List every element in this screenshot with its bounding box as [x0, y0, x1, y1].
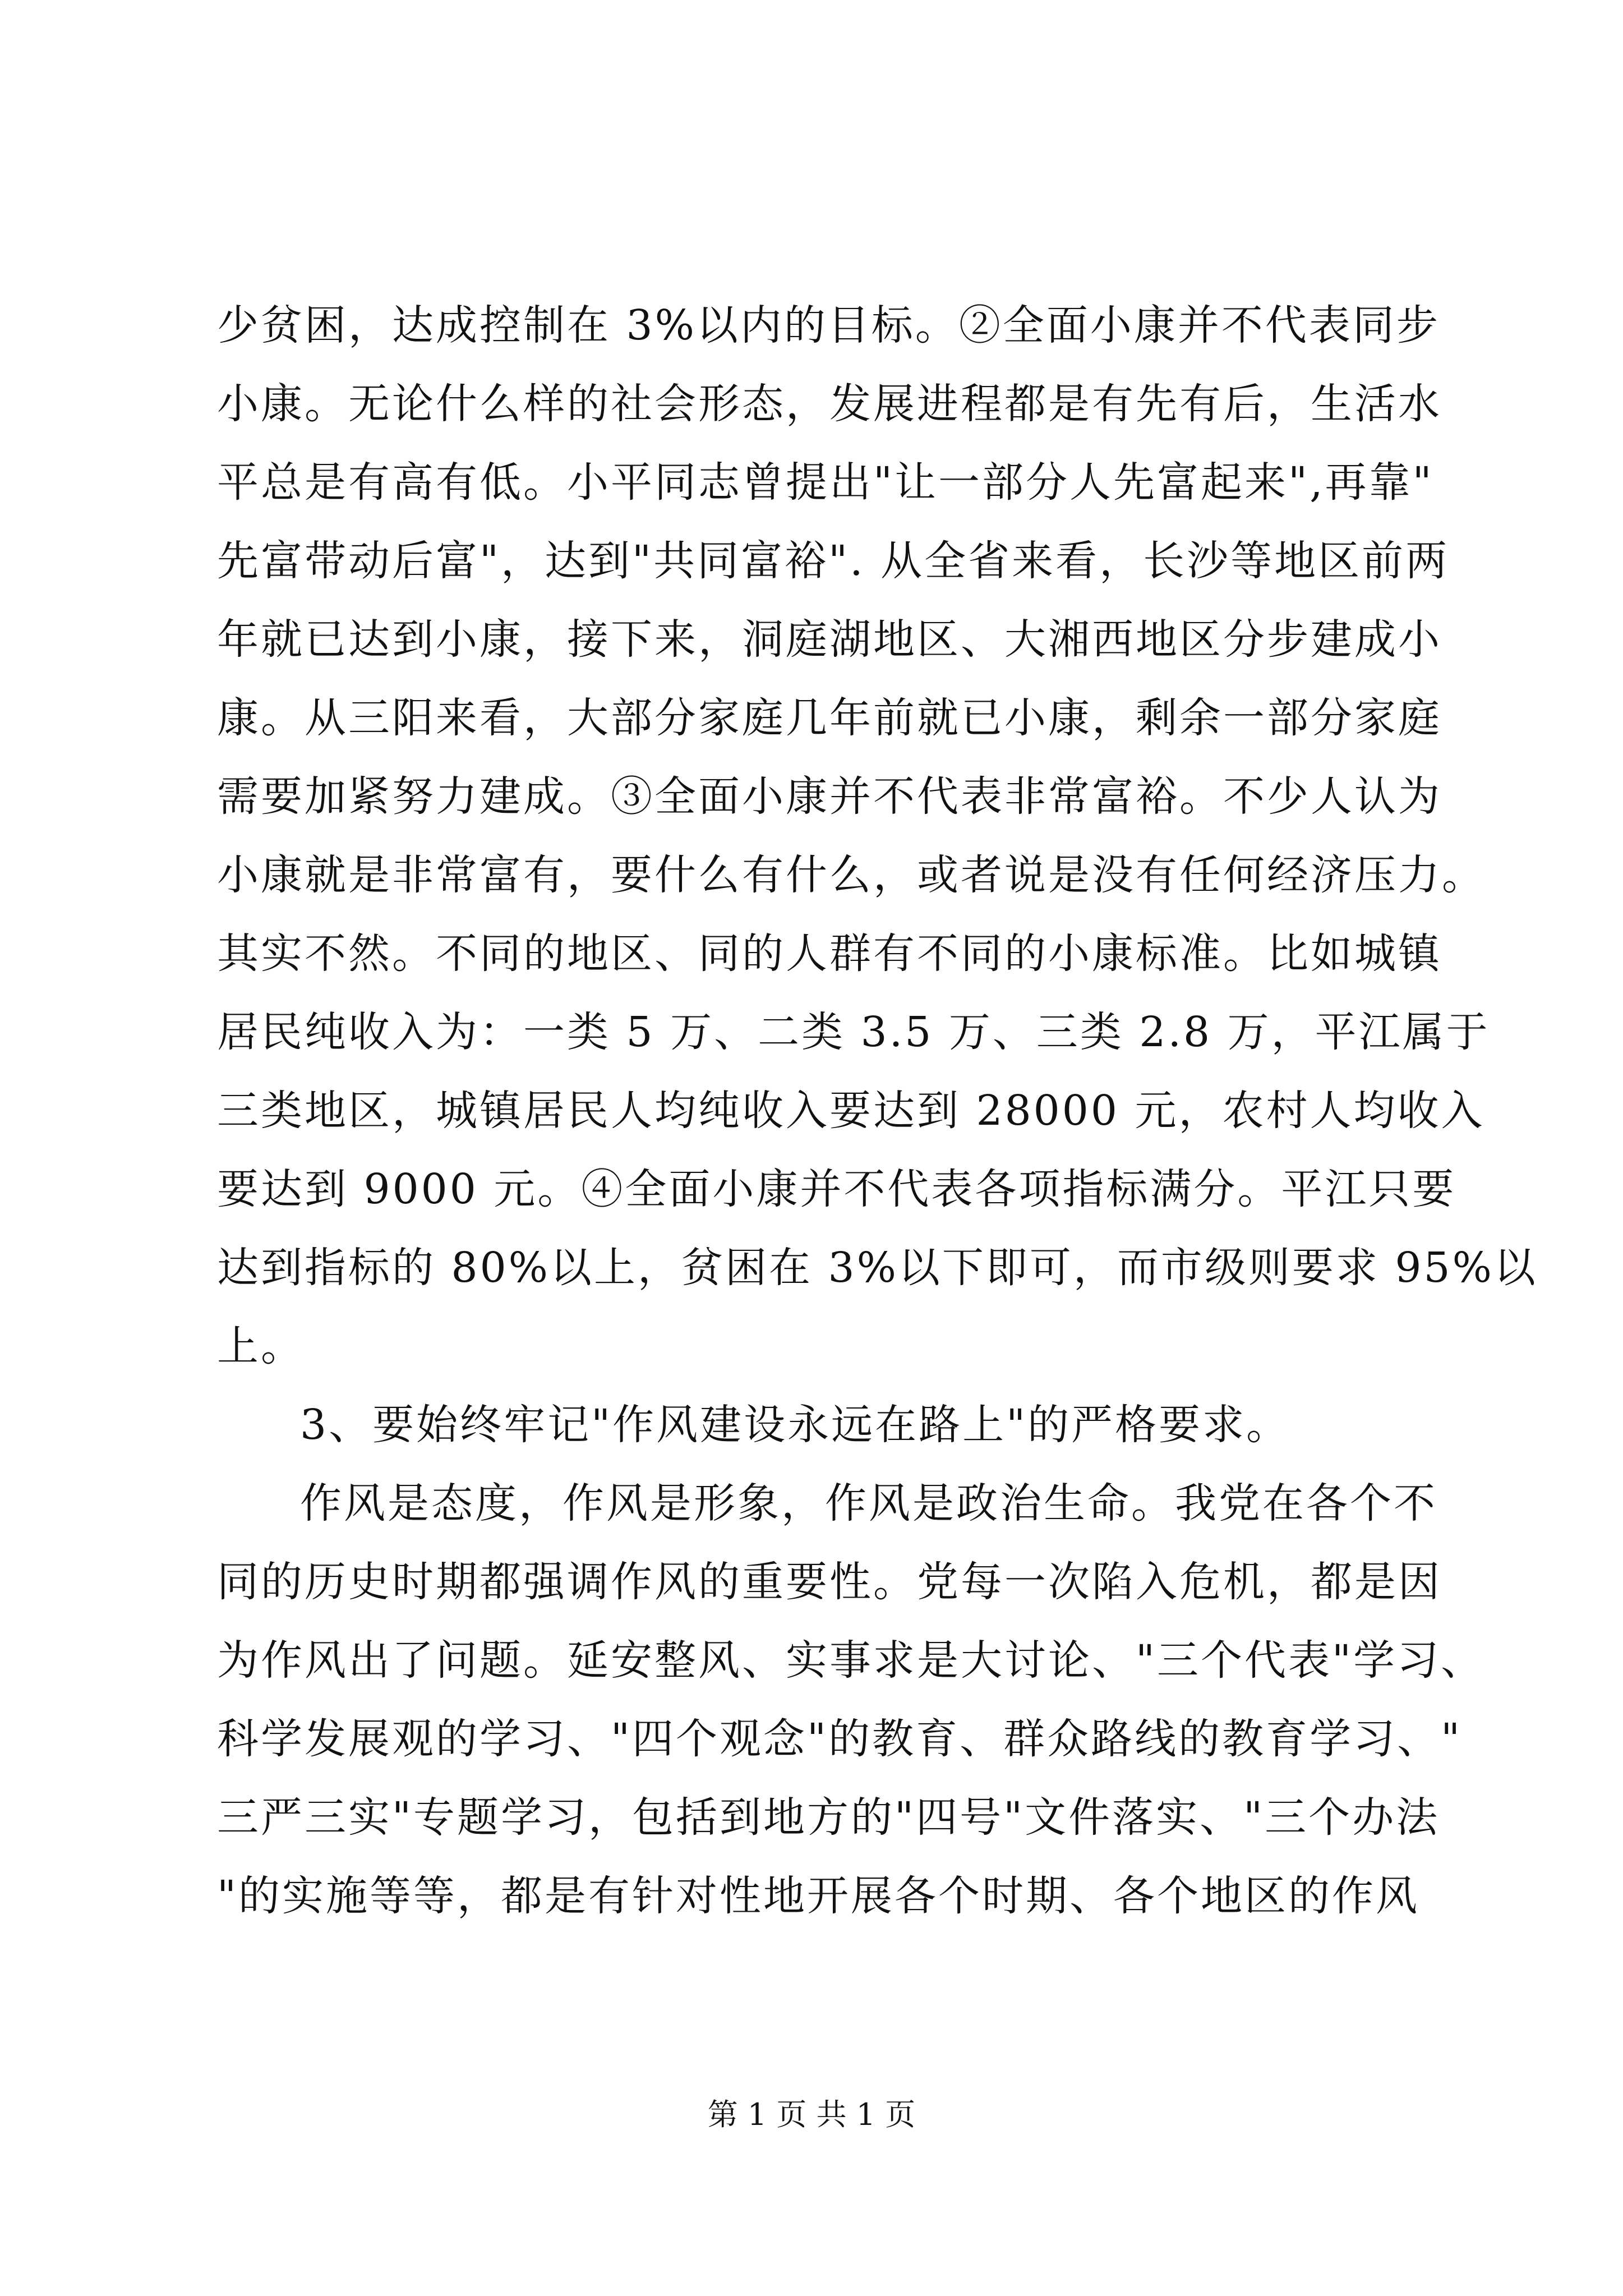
- section-heading: 3、要始终牢记"作风建设永远在路上"的严格要求。: [300, 1401, 1290, 1449]
- text-line: 为作风出了问题。延安整风、实事求是大讨论、"三个代表"学习、: [217, 1636, 1485, 1685]
- text-line: 其实不然。不同的地区、同的人群有不同的小康标准。比如城镇: [217, 930, 1442, 978]
- text-line: 平总是有高有低。小平同志曾提出"让一部分人先富起来",再靠": [217, 458, 1434, 507]
- text-line: 少贫困，达成控制在 3%以内的目标。②全面小康并不代表同步: [217, 301, 1440, 349]
- text-line: 年就已达到小康，接下来，洞庭湖地区、大湘西地区分步建成小: [217, 615, 1442, 664]
- text-line: 科学发展观的学习、"四个观念"的教育、群众路线的教育学习、": [217, 1715, 1463, 1763]
- text-line: 小康就是非常富有，要什么有什么，或者说是没有任何经济压力。: [217, 851, 1486, 899]
- text-line: 上。: [217, 1322, 305, 1370]
- text-line: 同的历史时期都强调作风的重要性。党每一次陷入危机，都是因: [217, 1558, 1442, 1606]
- text-line: 作风是态度，作风是形象，作风是政治生命。我党在各个不: [300, 1479, 1437, 1527]
- text-line: 达到指标的 80%以上，贫困在 3%以下即可，而市级则要求 95%以: [217, 1244, 1538, 1292]
- text-line: 康。从三阳来看，大部分家庭几年前就已小康，剩余一部分家庭: [217, 694, 1442, 742]
- text-line: 小康。无论什么样的社会形态，发展进程都是有先有后，生活水: [217, 380, 1442, 428]
- text-line: 要达到 9000 元。④全面小康并不代表各项指标满分。平江只要: [217, 1165, 1456, 1213]
- page-footer: 第 1 页 共 1 页: [707, 2097, 916, 2132]
- text-line: "的实施等等，都是有针对性地开展各个时期、各个地区的作风: [217, 1872, 1420, 1920]
- text-line: 需要加紧努力建成。③全面小康并不代表非常富裕。不少人认为: [217, 772, 1442, 821]
- text-line: 三类地区，城镇居民人均纯收入要达到 28000 元，农村人均收入: [217, 1087, 1485, 1135]
- text-line: 居民纯收入为：一类 5 万、二类 3.5 万、三类 2.8 万，平江属于: [217, 1008, 1490, 1056]
- text-line: 先富带动后富"，达到"共同富裕". 从全省来看，长沙等地区前两: [217, 537, 1450, 585]
- text-line: 三严三实"专题学习，包括到地方的"四号"文件落实、"三个办法: [217, 1793, 1440, 1842]
